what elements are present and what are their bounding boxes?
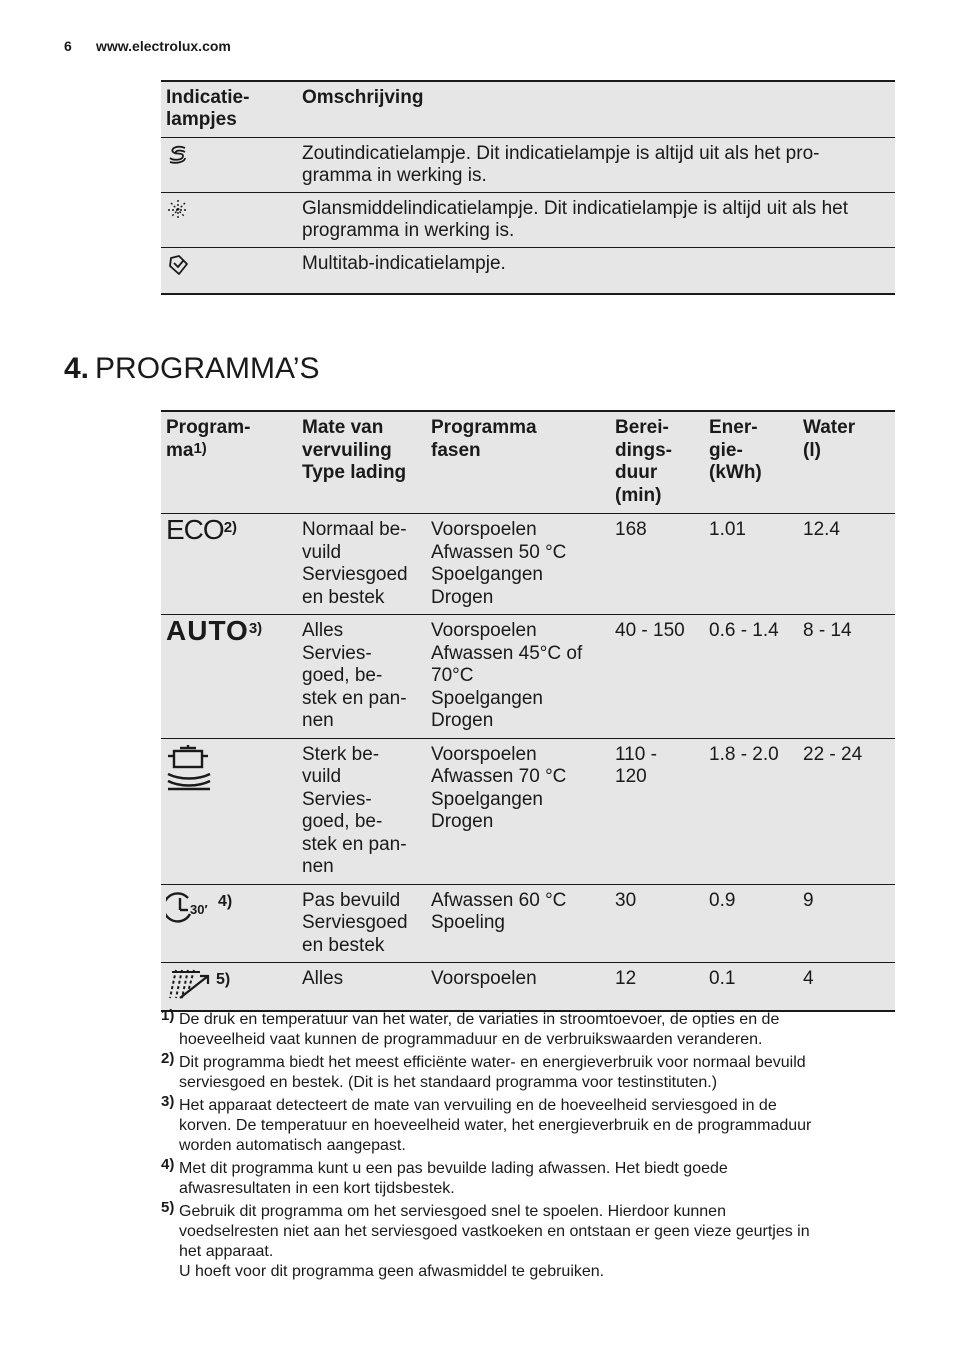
energy-cell: 1.8 - 2.0	[709, 743, 779, 765]
table-row	[161, 963, 895, 1012]
phases-cell: Afwassen 60 °C Spoeling	[431, 889, 567, 933]
water-cell: 22 - 24	[803, 743, 863, 765]
quick-30-icon	[166, 890, 214, 926]
auto-program-icon: AUTO	[166, 615, 249, 646]
section-number: 4.	[64, 352, 90, 385]
rinse-aid-indicator-icon	[166, 198, 190, 222]
soil-cell: Alles	[302, 968, 344, 989]
indicators-header-row	[161, 81, 895, 138]
duration-cell: 40 - 150	[615, 620, 685, 641]
footnote: 3) Het apparaat detecteert de mate van vervuiling en de hoeveelheid serviesgoed in de korven. De temperatuur en hoeveelheid water, het energieverbruik en de programmaduur worden automatisch aangepast.	[161, 1093, 812, 1154]
indicator-description: Zoutindicatielampje. Dit indicatielampje is altijd uit als het pro- gramma in werking is.	[302, 143, 820, 186]
footnote: 4) Met dit programma kunt u een pas bevuilde lading afwassen. Het biedt goede afwasresultaten in een kort tijdsbestek.	[161, 1156, 728, 1197]
phases-cell: Voorspoelen Afwassen 45°C of 70°C Spoelgangen Drogen	[431, 620, 583, 731]
table-row	[161, 615, 895, 739]
svg-text:30′: 30′	[190, 901, 208, 917]
indicators-col-header-description: Omschrijving	[302, 87, 424, 108]
section-title	[64, 352, 320, 386]
indicator-description: Multitab-indicatielampje.	[302, 253, 506, 274]
program-cell: ECO$^{2)}$	[166, 514, 238, 545]
water-cell: 4	[803, 968, 814, 989]
rinse-hold-icon	[166, 968, 212, 1002]
duration-cell: 12	[615, 968, 637, 989]
table-row	[161, 738, 895, 884]
duration-cell: 110 - 120	[615, 743, 657, 787]
indicator-description: Glansmiddelindicatielampje. Dit indicatielampje is altijd uit als het programma in werking is.	[302, 198, 848, 241]
water-cell: 8 - 14	[803, 620, 852, 641]
multitab-indicator-icon	[166, 253, 190, 277]
col-header-energy: Ener- gie- (kWh)	[709, 417, 762, 483]
water-cell: 12.4	[803, 519, 840, 540]
table-row	[161, 884, 895, 963]
table-row	[161, 138, 895, 193]
soil-cell: Normaal be- vuild Serviesgoed en bestek	[302, 519, 408, 608]
energy-cell: 0.1	[709, 968, 736, 989]
col-header-water: Water (l)	[803, 417, 856, 461]
duration-cell: 30	[615, 889, 637, 911]
indicators-table	[161, 80, 895, 295]
program-cell: 5)	[161, 963, 297, 1012]
table-row	[161, 248, 895, 295]
soil-cell: Alles Servies- goed, be- stek en pan- nen	[302, 620, 407, 731]
col-header-soil: Mate van vervuiling Type lading	[302, 417, 407, 483]
programs-table	[161, 410, 895, 1012]
footnote: 1) De druk en temperatuur van het water, de variaties in stroomtoevoer, de opties en de hoeveelheid vaat kunnen de programmaduur en de verbruikswaarden veranderen.	[161, 1007, 780, 1048]
indicators-col-header-lamps: Indicatie- lampjes	[166, 87, 250, 130]
footnote: 5) Gebruik dit programma om het serviesgoed snel te spoelen. Hierdoor kunnen voedselresten niet aan het serviesgoed vastkoeken en ontstaan er geen vieze geurtjes in het apparaat. U hoeft voor dit programma geen afwasmiddel te gebruiken.	[161, 1199, 810, 1280]
phases-cell: Voorspoelen Afwassen 70 °C Spoelgangen Drogen	[431, 743, 567, 832]
eco-program-icon: ECO	[166, 514, 224, 545]
program-cell: 30′ 4)	[161, 884, 297, 963]
soil-cell: Pas bevuild Serviesgoed en bestek	[302, 889, 408, 956]
col-header-duration: Berei- dings- duur (min)	[615, 417, 672, 506]
program-cell	[161, 738, 297, 884]
program-cell: AUTO$^{3)}$	[166, 615, 263, 646]
phases-cell: Voorspoelen Afwassen 50 °C Spoelgangen Drogen	[431, 519, 567, 608]
salt-indicator-icon	[166, 143, 190, 167]
col-header-program: Program- $ma^{1)}$	[166, 417, 251, 461]
energy-cell: 0.9	[709, 889, 736, 911]
footnote: 2) Dit programma biedt het meest efficiënte water- en energieverbruik voor normaal bevuild serviesgoed en bestek. (Dit is het standaard programma voor testinstituten.)	[161, 1050, 806, 1091]
col-header-phases: Programma fasen	[431, 417, 537, 461]
phases-cell: Voorspoelen	[431, 968, 537, 989]
footnotes	[161, 1007, 891, 1285]
header-url: www.electrolux.com	[96, 38, 231, 54]
energy-cell: 0.6 - 1.4	[709, 620, 779, 641]
section-title-text: PROGRAMMA’S	[95, 352, 320, 385]
intensive-pot-icon	[166, 744, 214, 794]
energy-cell: 1.01	[709, 519, 746, 540]
programs-header-row	[161, 411, 895, 514]
table-row	[161, 193, 895, 248]
table-row	[161, 514, 895, 615]
page-header	[64, 38, 231, 54]
duration-cell: 168	[615, 519, 647, 540]
water-cell: 9	[803, 889, 814, 911]
soil-cell: Sterk be- vuild Servies- goed, be- stek en pan- nen	[302, 743, 407, 877]
page-number: 6	[64, 38, 72, 54]
